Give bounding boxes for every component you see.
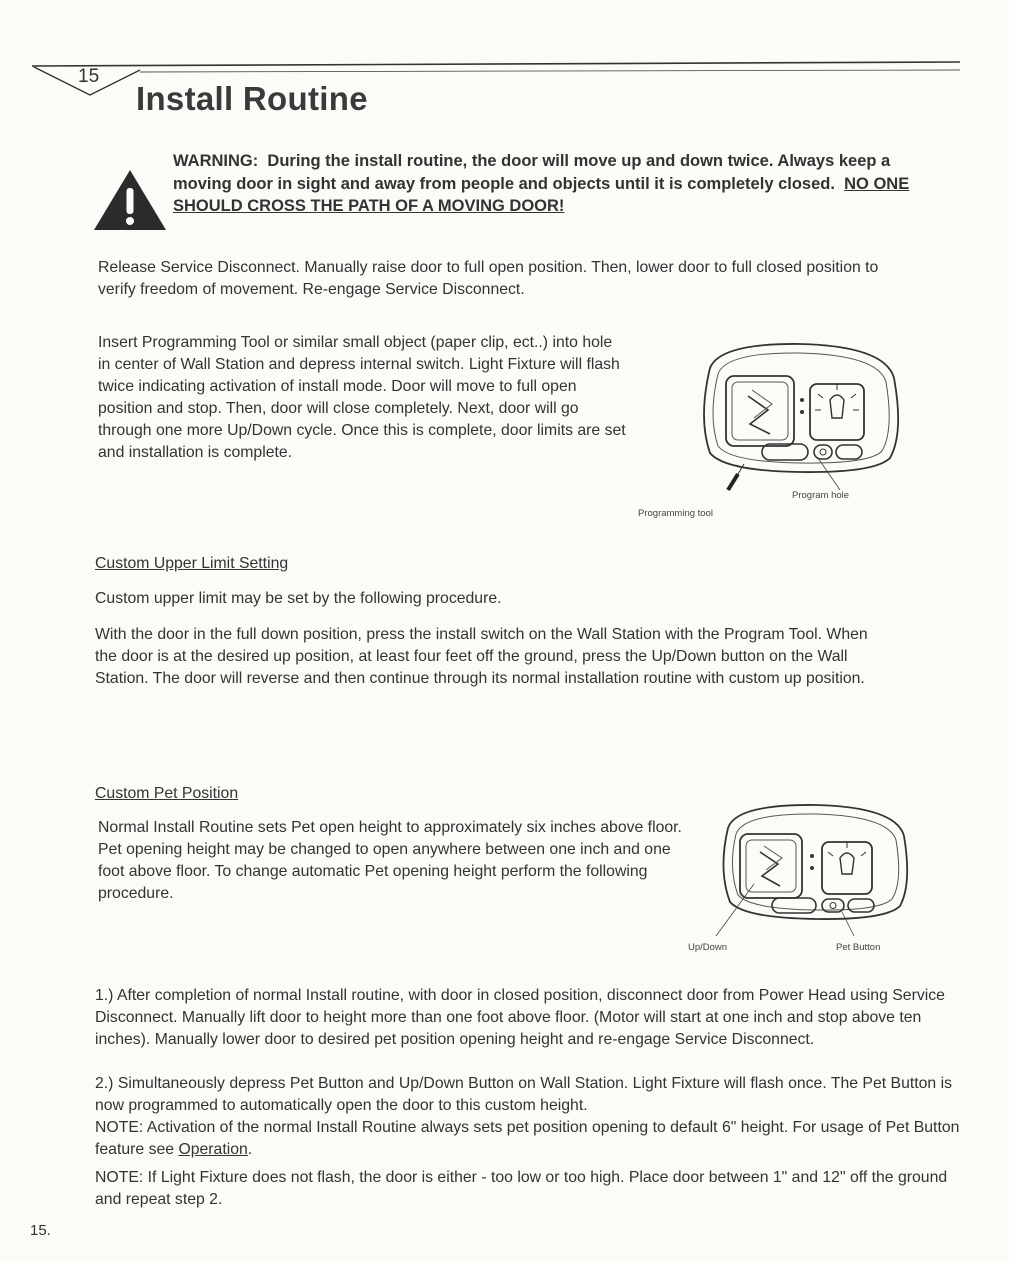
warning-text: During the install routine, the door will move up and down twice. Always keep a moving door in sight and away from people and objects until it is completely closed.	[173, 152, 891, 193]
pet-button-label: Pet Button	[836, 942, 881, 953]
note-flash: NOTE: If Light Fixture does not flash, the door is either - too low or too high. Place door between 1" and 12" off the ground and repeat step 2.	[95, 1169, 948, 1208]
custom-upper-limit-intro: Custom upper limit may be set by the following procedure.	[95, 590, 502, 607]
up-down-label: Up/Down	[688, 942, 728, 953]
intro-paragraph: Release Service Disconnect. Manually raise door to full open position. Then, lower door to full closed position to verify freedom of movement. Re-engage Service Disconnect.	[98, 259, 879, 298]
programming-paragraph: Insert Programming Tool or similar small object (paper clip, ect..) into hole in center of Wall Station and depress internal switch. Light Fixture will flash twice indicating activation of install mode. Door will move to full open position and stop. Then, door will close completely. Next, door will go through one more Up/Down cycle. Once this is complete, door limits are set and installation is complete.	[98, 334, 626, 461]
operation-link[interactable]: Operation	[178, 1141, 248, 1158]
page-number: 15.	[30, 1222, 51, 1239]
custom-upper-limit-procedure: With the door in the full down position, press the install switch on the Wall Station with the Program Tool. When the door is at the desired up position, at least four feet off the ground, press the Up/Down button on the Wall Station. The door will reverse and then continue through its normal installation routine with custom up position.	[95, 626, 868, 687]
wall-station-figure-2	[714, 800, 914, 940]
step-2-paragraph: 2.) Simultaneously depress Pet Button and Up/Down Button on Wall Station. Light Fixture will flash once. The Pet Button is now programmed to automatically open the door to this custom height.	[95, 1075, 952, 1114]
note-default-height	[95, 1117, 975, 1161]
custom-pet-position-intro: Normal Install Routine sets Pet open height to approximately six inches above floor. Pet opening height may be changed to open anywhere between one inch and one foot above floor. To change automatic Pet opening height perform the following procedure.	[98, 819, 682, 902]
custom-pet-position-heading: Custom Pet Position	[95, 785, 239, 802]
program-hole-label: Program hole	[792, 490, 850, 501]
step-1-paragraph: 1.) After completion of normal Install routine, with door in closed position, disconnect door from Power Head using Service Disconnect. Manually lift door to height more than one foot above floor. (Motor will start at one inch and stop above ten inches). Manually lower door to desired pet position opening height and re-engage Service Disconnect.	[95, 987, 945, 1048]
section-number: 15	[78, 66, 100, 87]
warning-block	[173, 150, 913, 218]
note-default-text: NOTE: Activation of the normal Install Routine always sets pet position opening to default 6" height. For usage of Pet Button feature see	[95, 1119, 960, 1158]
programming-tool-label: Programming tool	[638, 508, 713, 519]
warning-emphasis: NO ONE SHOULD CROSS THE PATH OF A MOVING DOOR!	[173, 174, 910, 215]
warning-lead: WARNING:	[173, 152, 259, 170]
wall-station-figure-1	[690, 338, 910, 508]
custom-upper-limit-heading: Custom Upper Limit Setting	[95, 555, 289, 572]
warning-icon	[92, 168, 168, 232]
page-title: Install Routine	[136, 80, 368, 117]
note-default-end: .	[247, 1141, 253, 1158]
